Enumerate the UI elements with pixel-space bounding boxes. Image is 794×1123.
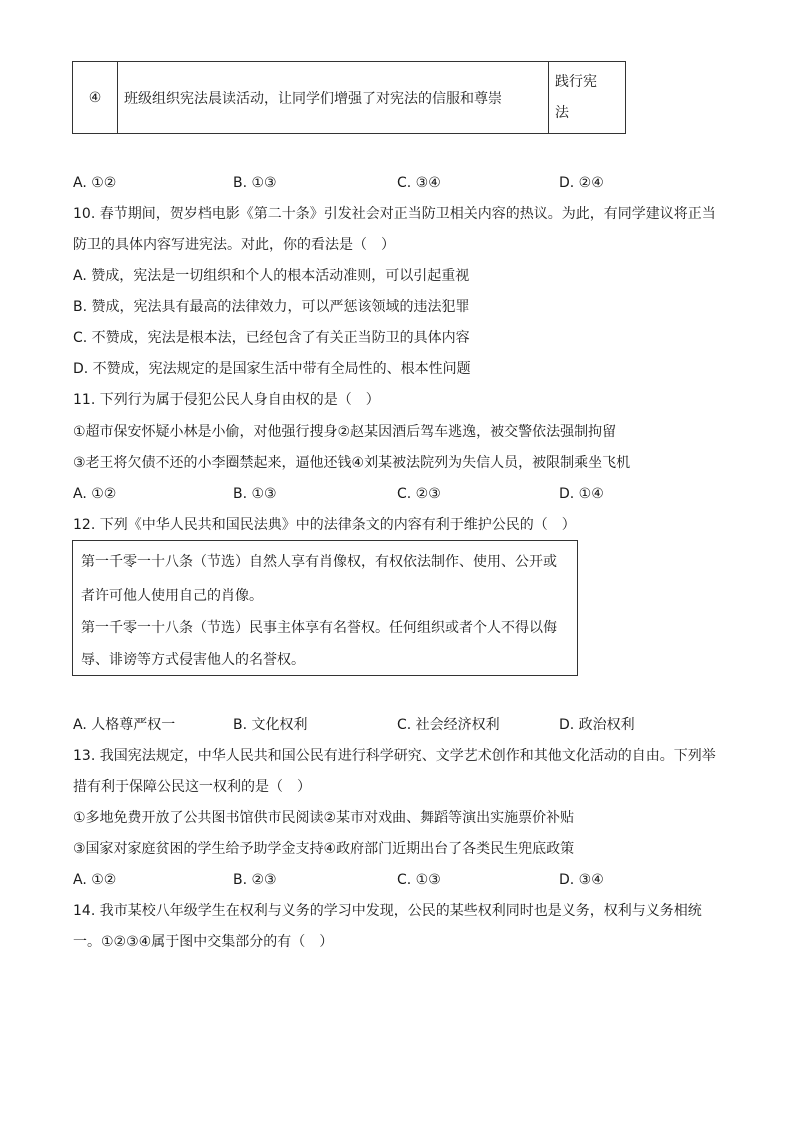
row-category-line1: 践行宪 — [555, 73, 597, 90]
row-content: 班级组织宪法晨读活动，让同学们增强了对宪法的信服和尊崇 — [118, 62, 549, 134]
q13-stem-line2: 措有利于保障公民这一权利的是（ ） — [73, 779, 311, 795]
option-c: C. ①③ — [397, 872, 441, 888]
box-line: 第一千零一十八条（节选）自然人享有肖像权，有权依法制作、使用、公开或 — [81, 554, 557, 570]
law-excerpt-box — [72, 540, 578, 676]
row-category — [549, 62, 626, 134]
option-d: D. ②④ — [559, 175, 604, 191]
box-line: 辱、诽谤等方式侵害他人的名誉权。 — [81, 652, 305, 668]
option-b: B. 文化权利 — [233, 717, 308, 733]
option-a: A. ①② — [73, 872, 117, 888]
option-c: C. 社会经济权利 — [397, 717, 500, 733]
q11-items-line1: ①超市保安怀疑小林是小偷，对他强行搜身②赵某因酒后驾车逃逸，被交警依法强制拘留 — [73, 424, 617, 440]
option-a: A. ①② — [73, 486, 117, 502]
table-row — [73, 62, 626, 134]
option-b: B. ①③ — [233, 175, 277, 191]
classification-table — [72, 61, 626, 134]
q11-stem: 11. 下列行为属于侵犯公民人身自由权的是（ ） — [73, 392, 380, 408]
q14-stem-line2: 一。①②③④属于图中交集部分的有（ ） — [73, 934, 334, 950]
q10-option-a: A. 赞成，宪法是一切组织和个人的根本活动准则，可以引起重视 — [73, 268, 470, 284]
option-d: D. 政治权利 — [559, 717, 635, 733]
box-line: 第一千零一十八条（节选）民事主体享有名誉权。任何组织或者个人不得以侮 — [81, 620, 557, 636]
option-b: B. ①③ — [233, 486, 277, 502]
option-c: C. ②③ — [397, 486, 441, 502]
q13-stem-line1: 13. 我国宪法规定，中华人民共和国公民有进行科学研究、文学艺术创作和其他文化活动的自由。下列举 — [73, 748, 716, 764]
row-number: ④ — [73, 62, 118, 134]
q13-items-line2: ③国家对家庭贫困的学生给予助学金支持④政府部门近期出台了各类民生兜底政策 — [73, 841, 575, 857]
option-a: A. 人格尊严权一 — [73, 717, 176, 733]
q10-stem-line2: 防卫的具体内容写进宪法。对此，你的看法是（ ） — [73, 237, 395, 253]
row-category-line2: 法 — [555, 104, 569, 121]
option-d: D. ①④ — [559, 486, 604, 502]
option-c: C. ③④ — [397, 175, 441, 191]
q10-option-c: C. 不赞成，宪法是根本法，已经包含了有关正当防卫的具体内容 — [73, 330, 470, 346]
q11-items-line2: ③老王将欠债不还的小李圈禁起来，逼他还钱④刘某被法院列为失信人员，被限制乘坐飞机 — [73, 455, 631, 471]
option-a: A. ①② — [73, 175, 117, 191]
option-b: B. ②③ — [233, 872, 277, 888]
q14-stem-line1: 14. 我市某校八年级学生在权利与义务的学习中发现，公民的某些权利同时也是义务，权利与义务相统 — [73, 903, 702, 919]
option-d: D. ③④ — [559, 872, 604, 888]
q10-option-b: B. 赞成，宪法具有最高的法律效力，可以严惩该领域的违法犯罪 — [73, 299, 470, 315]
q13-items-line1: ①多地免费开放了公共图书馆供市民阅读②某市对戏曲、舞蹈等演出实施票价补贴 — [73, 810, 575, 826]
q10-stem-line1: 10. 春节期间，贺岁档电影《第二十条》引发社会对正当防卫相关内容的热议。为此，有同学建议将正当 — [73, 206, 716, 222]
q12-stem: 12. 下列《中华人民共和国民法典》中的法律条文的内容有利于维护公民的（ ） — [73, 517, 576, 533]
box-line: 者许可他人使用自己的肖像。 — [81, 588, 263, 604]
q10-option-d: D. 不赞成，宪法规定的是国家生活中带有全局性的、根本性问题 — [73, 361, 471, 377]
